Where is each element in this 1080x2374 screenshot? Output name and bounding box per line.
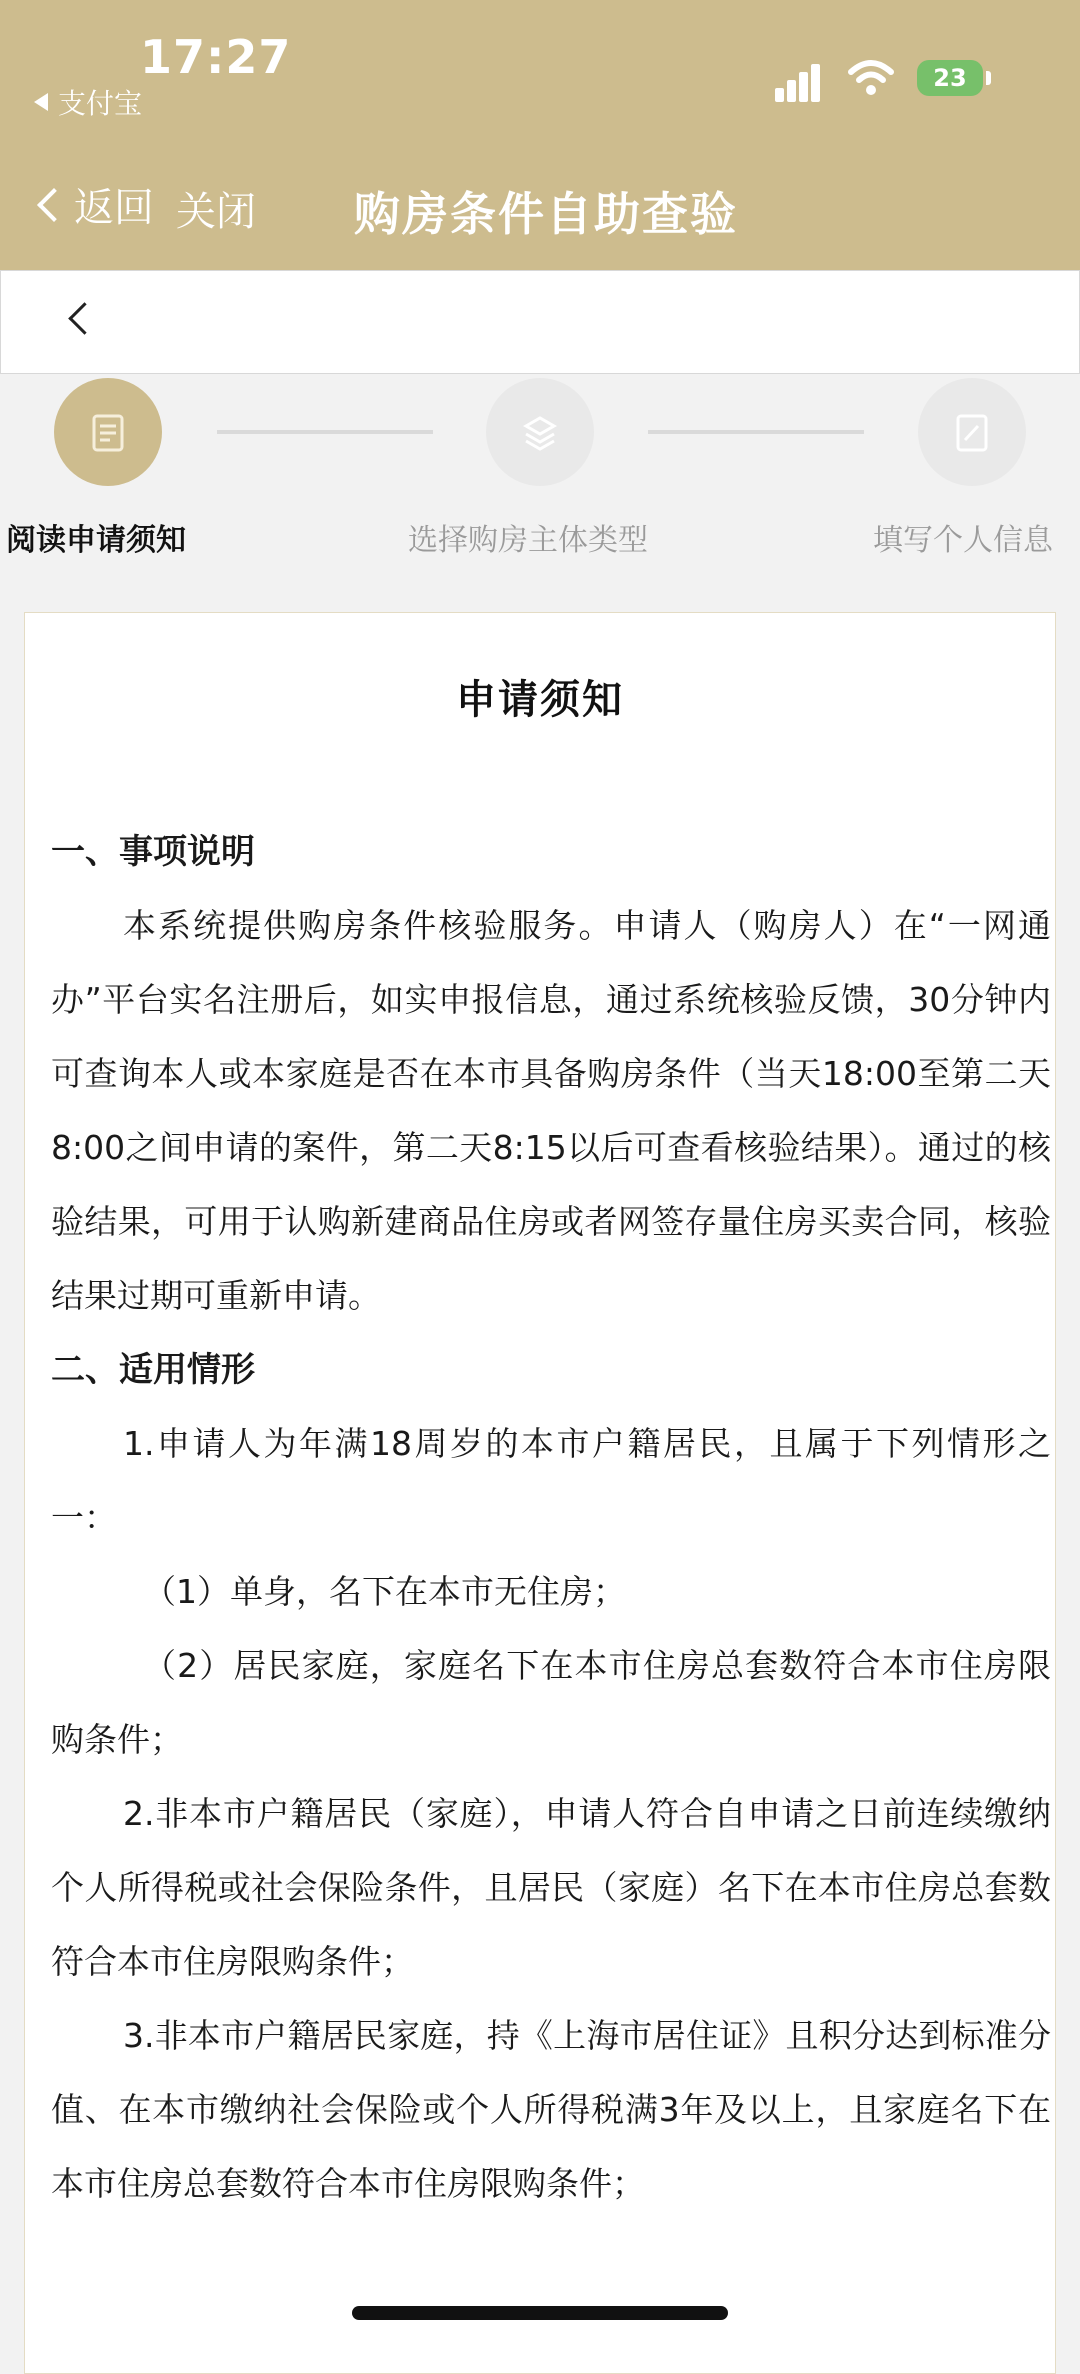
step-2-label: 选择购房主体类型 [408, 523, 648, 558]
back-to-app-link[interactable] [34, 82, 142, 122]
notice-title: 申请须知 [456, 677, 624, 723]
step-connector-2 [648, 430, 864, 434]
back-button[interactable] [42, 176, 154, 233]
back-triangle-icon [34, 93, 48, 111]
close-button[interactable]: 关闭 [176, 189, 256, 235]
home-indicator[interactable] [352, 2306, 728, 2320]
step-3-label: 填写个人信息 [873, 523, 1053, 558]
back-button-label: 返回 [74, 185, 154, 231]
wifi-icon [848, 58, 894, 98]
section-2-heading: 二、适用情形 [51, 1350, 255, 1390]
cellular-signal-icon [775, 60, 819, 102]
section-1-body: 本系统提供购房条件核验服务。申请人（购房人）在“一网通办”平台实名注册后，如实申报信息，通过系统核验反馈，30分钟内可查询本人或本家庭是否在本市具备购房条件（当天18:00至第二天8:00之间申请的案件，第二天8:15以后可查看核验结果）。通过的核验结果，可用于认购新建商品住房或者网签存量住房买卖合同，核验结果过期可重新申请。 [51, 906, 1051, 1315]
sub-navigation-bar [0, 270, 1080, 374]
step-connector-1 [217, 430, 433, 434]
step-1-circle [54, 378, 162, 486]
layers-icon [486, 378, 594, 486]
chevron-left-icon[interactable] [68, 302, 101, 335]
notice-card [24, 612, 1056, 2374]
page-title: 购房条件自助查验 [354, 187, 738, 241]
condition-item-1: 1.申请人为年满18周岁的本市户籍居民，且属于下列情形之一： [51, 1424, 1051, 1537]
back-app-label: 支付宝 [58, 87, 143, 120]
battery-icon [917, 60, 983, 96]
status-time: 17:27 [140, 30, 292, 84]
condition-item-1-sub-2: （2）居民家庭，家庭名下在本市住房总套数符合本市住房限购条件； [51, 1646, 1051, 1759]
battery-level: 23 [933, 64, 967, 92]
condition-item-3: 3.非本市户籍居民家庭，持《上海市居住证》且积分达到标准分值、在本市缴纳社会保险或个人所得税满3年及以上，且家庭名下在本市住房总套数符合本市住房限购条件； [51, 2016, 1051, 2203]
notice-content [51, 815, 1051, 2221]
step-1-label: 阅读申请须知 [6, 523, 186, 558]
edit-icon [918, 378, 1026, 486]
condition-item-1-sub-1: （1）单身，名下在本市无住房； [143, 1572, 626, 1611]
condition-item-2: 2.非本市户籍居民（家庭），申请人符合自申请之日前连续缴纳个人所得税或社会保险条件，且居民（家庭）名下在本市住房总套数符合本市住房限购条件； [51, 1794, 1051, 1981]
battery-nub [986, 71, 991, 85]
step-3-circle [918, 378, 1026, 486]
step-2-circle [486, 378, 594, 486]
section-1-heading: 一、事项说明 [51, 832, 255, 872]
chevron-left-icon [37, 188, 71, 222]
document-icon [54, 378, 162, 486]
app-header [0, 0, 1080, 270]
